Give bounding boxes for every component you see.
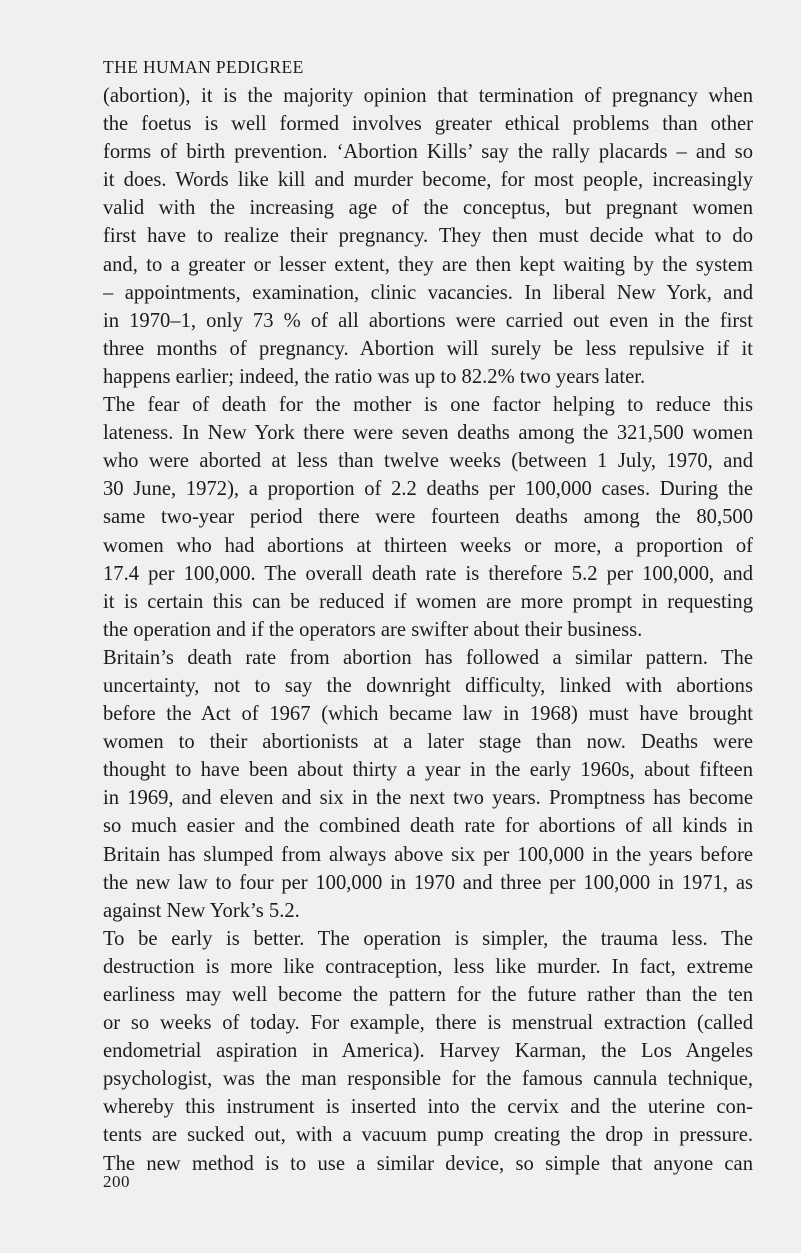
- text-line: lateness. In New York there were seven deaths among the 321,500 women: [103, 422, 753, 445]
- text-line: forms of birth prevention. ‘Abortion Kills’ say the rally placards – and so: [103, 141, 753, 164]
- text-line: earliness may well become the pattern for the future rather than the ten: [103, 984, 753, 1006]
- text-line: thought to have been about thirty a year in the early 1960s, about fifteen: [103, 759, 753, 782]
- text-line: before the Act of 1967 (which became law in 1968) must have brought: [103, 703, 753, 726]
- text-line: Britain has slumped from always above six per 100,000 in the years before: [103, 843, 753, 866]
- text-line: The fear of death for the mother is one factor helping to reduce this: [103, 394, 753, 417]
- text-line: women who had abortions at thirteen weeks or more, a proportion of: [103, 534, 753, 557]
- text-line: happens earlier; indeed, the ratio was up to 82.2% two years later.: [103, 365, 646, 388]
- text-line: psychologist, was the man responsible for the famous cannula technique,: [103, 1068, 753, 1091]
- page-number: 200: [103, 1172, 130, 1191]
- text-line: tents are sucked out, with a vacuum pump creating the drop in pressure.: [103, 1124, 753, 1147]
- text-line: first have to realize their pregnancy. They then must decide what to do: [103, 225, 753, 248]
- text-line: women to their abortionists at a later stage than now. Deaths were: [103, 731, 753, 754]
- text-line: To be early is better. The operation is simpler, the trauma less. The: [103, 927, 753, 950]
- text-line: or so weeks of today. For example, there is menstrual extraction (called: [103, 1012, 753, 1035]
- text-line: valid with the increasing age of the conceptus, but pregnant women: [103, 197, 753, 220]
- text-line: Britain’s death rate from abortion has followed a similar pattern. The: [103, 646, 753, 669]
- body-text: [103, 82, 753, 1178]
- text-line: and, to a greater or lesser extent, they are then kept waiting by the system: [103, 253, 753, 276]
- text-line: destruction is more like contraception, less like murder. In fact, extreme: [103, 955, 753, 978]
- book-page: [103, 56, 753, 1178]
- text-line: (abortion), it is the majority opinion that termination of pregnancy when: [103, 85, 753, 107]
- text-line: 30 June, 1972), a proportion of 2.2 deaths per 100,000 cases. During the: [103, 478, 753, 501]
- text-line: three months of pregnancy. Abortion will surely be less repulsive if it: [103, 337, 753, 360]
- text-line: against New York’s 5.2.: [103, 899, 300, 922]
- text-line: – appointments, examination, clinic vacancies. In liberal New York, and: [103, 281, 753, 304]
- text-line: the new law to four per 100,000 in 1970 and three per 100,000 in 1971, as: [103, 871, 753, 894]
- text-line: it does. Words like kill and murder become, for most people, increasingly: [103, 169, 753, 192]
- text-line: so much easier and the combined death rate for abortions of all kinds in: [103, 815, 753, 838]
- text-line: uncertainty, not to say the downright difficulty, linked with abortions: [103, 674, 753, 697]
- running-head: THE HUMAN PEDIGREE: [103, 57, 304, 77]
- text-line: 17.4 per 100,000. The overall death rate is therefore 5.2 per 100,000, and: [103, 562, 753, 585]
- text-line: The new method is to use a similar device, so simple that anyone can: [103, 1152, 753, 1175]
- text-line: endometrial aspiration in America). Harvey Karman, the Los Angeles: [103, 1040, 753, 1063]
- text-line: whereby this instrument is inserted into the cervix and the uterine con-: [103, 1096, 753, 1119]
- text-line: the foetus is well formed involves greater ethical problems than other: [103, 113, 753, 136]
- text-line: in 1970–1, only 73 % of all abortions were carried out even in the first: [103, 309, 753, 332]
- text-line: it is certain this can be reduced if women are more prompt in requesting: [103, 590, 753, 613]
- text-line: who were aborted at less than twelve weeks (between 1 July, 1970, and: [103, 450, 753, 473]
- text-line: the operation and if the operators are swifter about their business.: [103, 618, 643, 641]
- text-line: same two-year period there were fourteen deaths among the 80,500: [103, 506, 753, 529]
- text-line: in 1969, and eleven and six in the next two years. Promptness has become: [103, 787, 753, 810]
